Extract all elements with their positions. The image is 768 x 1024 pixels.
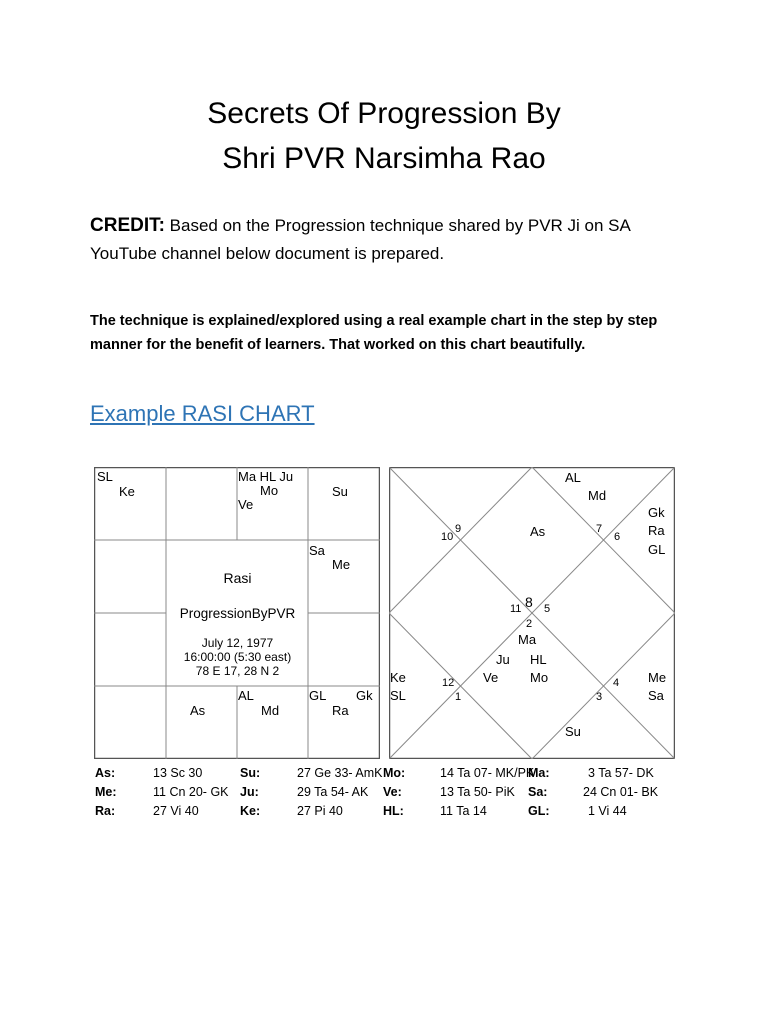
house-label: Gk bbox=[648, 505, 665, 520]
chart-center-time: 16:00:00 (5:30 east) bbox=[183, 650, 292, 664]
legend-key: Ju: bbox=[240, 785, 259, 799]
credit-label: CREDIT: bbox=[90, 215, 165, 236]
house-label: Ke bbox=[390, 670, 406, 685]
house-label: Me bbox=[648, 670, 667, 685]
legend-key: Mo: bbox=[383, 766, 406, 780]
legend-key: HL: bbox=[383, 804, 404, 818]
house-number: 2 bbox=[526, 618, 533, 630]
house-number: 9 bbox=[455, 523, 462, 535]
house-number: 12 bbox=[442, 677, 455, 689]
cell-label: Ma HL Ju bbox=[238, 469, 294, 484]
legend-value: 1 Vi 44 bbox=[588, 804, 627, 818]
house-label: Ve bbox=[483, 670, 499, 685]
legend-value: 13 Sc 30 bbox=[153, 766, 203, 780]
house-label: Ra bbox=[648, 523, 665, 538]
chart-center-date: July 12, 1977 bbox=[201, 636, 274, 650]
house-label: Mo bbox=[530, 670, 549, 685]
house-number: 5 bbox=[544, 603, 551, 615]
north-indian-chart bbox=[389, 467, 675, 759]
south-indian-chart bbox=[94, 467, 380, 759]
chart-center-title: Rasi bbox=[223, 570, 252, 586]
legend-value: 14 Ta 07- MK/PK bbox=[440, 766, 535, 780]
house-number: 7 bbox=[596, 523, 603, 535]
chart-center-coords: 78 E 17, 28 N 2 bbox=[195, 664, 280, 678]
north-chart-grid bbox=[389, 467, 675, 759]
legend-key: Me: bbox=[95, 785, 117, 799]
house-number: 11 bbox=[510, 603, 522, 615]
legend-value: 27 Vi 40 bbox=[153, 804, 199, 818]
cell-label: Ra bbox=[332, 703, 349, 718]
legend-value: 13 Ta 50- PiK bbox=[440, 785, 515, 799]
cell-label: Ke bbox=[119, 484, 135, 499]
title-line-2: Shri PVR Narsimha Rao bbox=[222, 142, 546, 175]
legend-value: 11 Ta 14 bbox=[440, 804, 487, 818]
house-label: SL bbox=[390, 688, 406, 703]
legend-value: 24 Cn 01- BK bbox=[583, 785, 659, 799]
house-label: Su bbox=[565, 724, 581, 739]
house-label: Md bbox=[588, 488, 607, 503]
house-label: HL bbox=[530, 652, 547, 667]
title-line-1: Secrets Of Progression By bbox=[207, 97, 561, 130]
legend-value: 27 Ge 33- AmK bbox=[297, 766, 383, 780]
legend-value: 3 Ta 57- DK bbox=[588, 766, 654, 780]
cell-label: Mo bbox=[260, 483, 279, 498]
section-heading: Example RASI CHART bbox=[90, 401, 315, 426]
house-number: 3 bbox=[596, 691, 603, 703]
legend-key: Su: bbox=[240, 766, 261, 780]
house-number: 1 bbox=[455, 691, 462, 703]
legend-key: Ve: bbox=[383, 785, 402, 799]
house-number: 10 bbox=[441, 531, 454, 543]
credit-text: Based on the Progression technique shared by PVR Ji on SA YouTube channel below document is prepared. bbox=[90, 216, 630, 263]
cell-label: Sa bbox=[309, 543, 325, 558]
legend-key: Sa: bbox=[528, 785, 548, 799]
house-label: Ju bbox=[496, 652, 510, 667]
house-number: 4 bbox=[613, 677, 620, 689]
cell-label: As bbox=[190, 703, 206, 718]
cell-label: Md bbox=[261, 703, 280, 718]
cell-label: Me bbox=[332, 557, 351, 572]
cell-label: Ve bbox=[238, 497, 254, 512]
legend-value: 11 Cn 20- GK bbox=[153, 785, 229, 799]
house-label: Ma bbox=[518, 632, 537, 647]
legend-key: GL: bbox=[528, 804, 550, 818]
house-label: AL bbox=[565, 470, 581, 485]
credit-paragraph bbox=[90, 212, 690, 268]
legend-key: As: bbox=[95, 766, 116, 780]
house-label: Sa bbox=[648, 688, 664, 703]
cell-label: Su bbox=[332, 484, 348, 499]
legend-key: Ke: bbox=[240, 804, 261, 818]
house-number: 8 bbox=[525, 594, 533, 610]
cell-label: AL bbox=[238, 688, 254, 703]
chart-center-name: ProgressionByPVR bbox=[179, 606, 296, 621]
legend-value: 27 Pi 40 bbox=[297, 804, 343, 818]
legend-value: 29 Ta 54- AK bbox=[297, 785, 369, 799]
cell-label: Gk bbox=[356, 688, 373, 703]
cell-label: SL bbox=[97, 469, 113, 484]
technique-paragraph: The technique is explained/explored using a real example chart in the step by step manner for the benefit of learners. That worked on this chart beautifully. bbox=[90, 313, 658, 353]
house-number: 6 bbox=[614, 531, 621, 543]
legend-key: Ma: bbox=[528, 766, 550, 780]
cell-label: GL bbox=[309, 688, 327, 703]
house-label: As bbox=[530, 524, 546, 539]
house-label: GL bbox=[648, 542, 666, 557]
legend-key: Ra: bbox=[95, 804, 116, 818]
